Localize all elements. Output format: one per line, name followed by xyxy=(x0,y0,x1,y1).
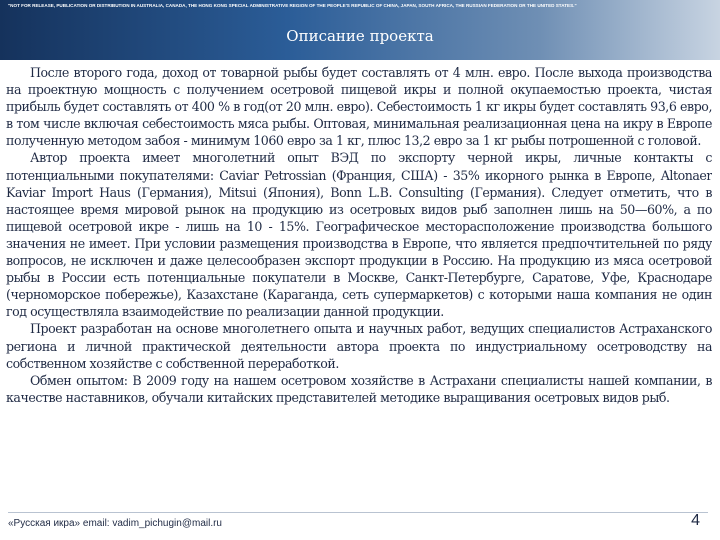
header-banner xyxy=(0,0,720,60)
body-text xyxy=(6,64,712,498)
paragraph-project-basis: Проект разработан на основе многолетнего опыта и научных работ, ведущих специалистов Астраханского региона и личной практической деятельности автора проекта по индустриальному осетроводству на собственном хозяйстве с собственной переработкой. xyxy=(6,321,712,371)
disclaimer-text: "NOT FOR RELEASE, PUBLICATION OR DISTRIBUTION IN AUSTRALIA, CANADA, THE HONG KONG SPECIAL ADMINISTRATIVE REGION OF THE PEOPLE'S REPUBLIC OF CHINA, JAPAN, SOUTH AFRICA, THE RUSSIAN FEDERATION OR THE UNITED STATES." xyxy=(8,3,577,8)
paragraph-author-experience: Автор проекта имеет многолетний опыт ВЭД по экспорту черной икры, личные контакты с потенциальными покупателями: Caviar Petrossian (Франция, США) - 35% икорного рынка в Европе, Altonaer Kaviar Import Haus (Германия), Mitsui (Япония), Bonn L.B. Consulting (Германия). Следует отметить, что в настоящее время мировой рынок на продукцию из осетровых видов рыб заполнен лишь на 50—60%, а по пищевой осетровой икре - лишь на 10 - 15%. Географическое месторасположение производства большого значения не имеет. При условии размещения производства в Европе, что является предпочтительней по ряду вопросов, не исключен и даже целесообразен экспорт продукции в Россию. На продукцию из мяса осетровой рыбы в России есть потенциальные покупатели в Москве, Санкт-Петербурге, Саратове, Уфе, Краснодаре (черноморское побережье), Казахстане (Караганда, сеть супермаркетов) с которыми наша компания не один год осуществляла взаимодействие по реализации данной продукции. xyxy=(6,150,712,320)
page-number: 4 xyxy=(691,512,700,529)
paragraph-experience-exchange: Обмен опытом: В 2009 году на нашем осетровом хозяйстве в Астрахани специалисты нашей компании, в качестве наставников, обучали китайских представителей методике выращивания осетровых видов рыб. xyxy=(6,372,712,405)
footer-divider xyxy=(8,512,708,513)
paragraph-income: После второго года, доход от товарной рыбы будет составлять от 4 млн. евро. После выхода производства на проектную мощность с получением осетровой пищевой икры и полной окупаемостью проекта, чистая прибыль будет составлять от 400 % в год(от 20 млн. евро). Себестоимость 1 кг икры будет составлять 93,6 евро, в том числе включая себестоимость мяса рыбы. Оптовая, минимальная реализационная цена на икру в Европе полученную методом забоя - минимум 1060 евро за 1 кг, плюс 13,2 евро за 1 кг рыбы потрошенной с головой. xyxy=(6,65,712,149)
page-title: Описание проекта xyxy=(286,27,434,45)
footer-contact: «Русская икра» email: vadim_pichugin@mail.ru xyxy=(8,518,222,529)
